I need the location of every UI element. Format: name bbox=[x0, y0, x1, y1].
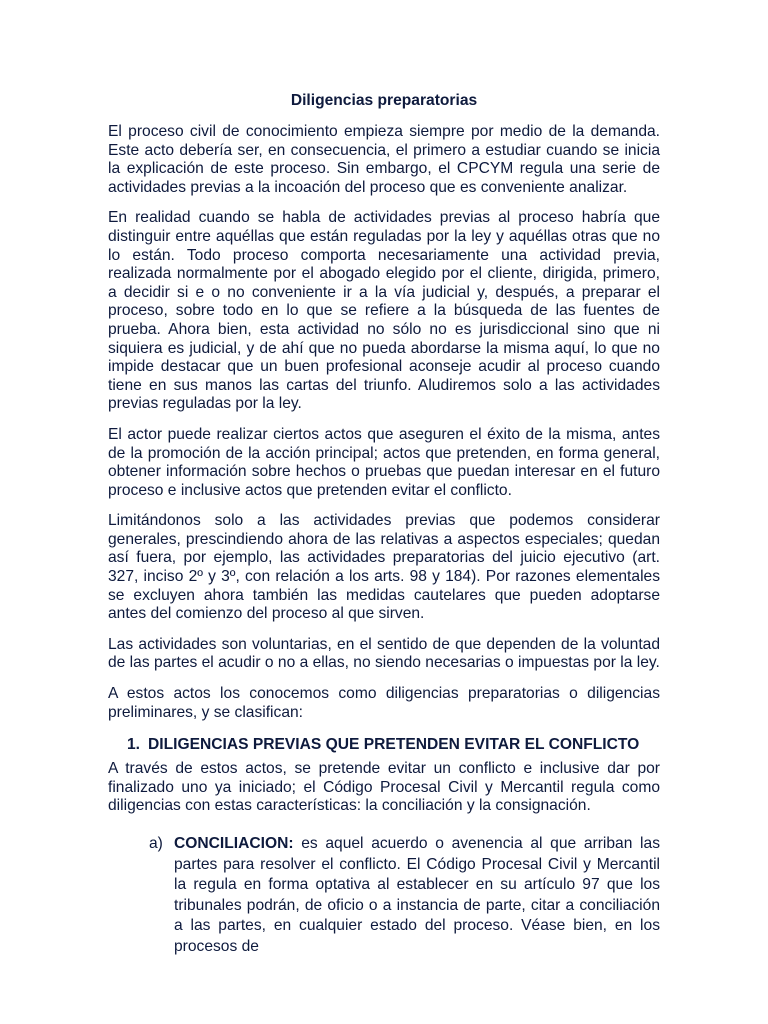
paragraph-5: Las actividades son voluntarias, en el sentido de que dependen de la voluntad de las partes el acudir o no a ellas, no siendo necesarias o impuestas por la ley. bbox=[108, 635, 660, 672]
paragraph-2: En realidad cuando se habla de actividades previas al proceso habría que distinguir entre aquéllas que están reguladas por la ley y aquéllas otras que no lo están. Todo proceso comporta necesariamente una actividad previa, realizada normalmente por el abogado elegido por el cliente, dirigida, primero, a decidir si e o no conveniente ir a la vía judicial y, después, a preparar el proceso, sobre todo en lo que se refiere a la búsqueda de las fuentes de prueba. Ahora bien, esta actividad no sólo no es jurisdiccional sino que ni siquiera es judicial, y de ahí que no pueda abordarse la misma aquí, lo que no impide destacar que un buen profesional aconseje acudir al proceso cuando tiene en sus manos las cartas del triunfo. Aludiremos solo a las actividades previas reguladas por la ley. bbox=[108, 209, 660, 413]
paragraph-6: A estos actos los conocemos como diligencias preparatorias o diligencias preliminares, y se clasifican: bbox=[108, 685, 660, 721]
paragraph-1: El proceso civil de conocimiento empieza siempre por medio de la demanda. Este acto debería ser, en consecuencia, el primero a estudiar cuando se inicia la explicación de este proceso. Sin embargo, el CPCYM regula una serie de actividades previas a la incoación del proceso que es conveniente analizar. bbox=[108, 123, 660, 196]
section-intro: A través de estos actos, se pretende evitar un conflicto e inclusive dar por finalizado uno ya iniciado; el Código Procesal Civil y Mercantil regula como diligencias con estas características: la conciliación y la consignación. bbox=[108, 760, 660, 815]
section-number: 1. bbox=[127, 736, 141, 754]
list-item-text: es aquel acuerdo o avenencia al que arriban las partes para resolver el conflicto. El Código Procesal Civil y Mercantil la regula en forma optativa al establecer en su artículo 97 que los tribunales podrán, de oficio o a instancia de parte, citar a conciliación a las partes, en cualquier estado del proceso. Véase bien, en los procesos de bbox=[174, 835, 660, 955]
list-item-term: CONCILIACION: bbox=[174, 835, 294, 852]
list-marker: a) bbox=[149, 835, 163, 852]
section-heading bbox=[127, 734, 660, 755]
paragraph-4: Limitándonos solo a las actividades previas que podemos considerar generales, prescindiendo ahora de las relativas a aspectos especiales; quedan así fuera, por ejemplo, las actividades preparatorias del juicio ejecutivo (art. 327, inciso 2º y 3º, con relación a los arts. 98 y 184). Por razones elementales se excluyen ahora también las medidas cautelares que pueden adoptarse antes del comienzo del proceso al que sirven. bbox=[108, 512, 660, 623]
list-item-conciliacion bbox=[149, 834, 660, 958]
document-title: Diligencias preparatorias bbox=[290, 92, 478, 109]
paragraph-3: El actor puede realizar ciertos actos que aseguren el éxito de la misma, antes de la promoción de la acción principal; actos que pretenden, en forma general, obtener información sobre hechos o pruebas que puedan interesar en el futuro proceso e inclusive actos que pretenden evitar el conflicto. bbox=[108, 425, 660, 499]
section-title: DILIGENCIAS PREVIAS QUE PRETENDEN EVITAR EL CONFLICTO bbox=[148, 736, 640, 754]
